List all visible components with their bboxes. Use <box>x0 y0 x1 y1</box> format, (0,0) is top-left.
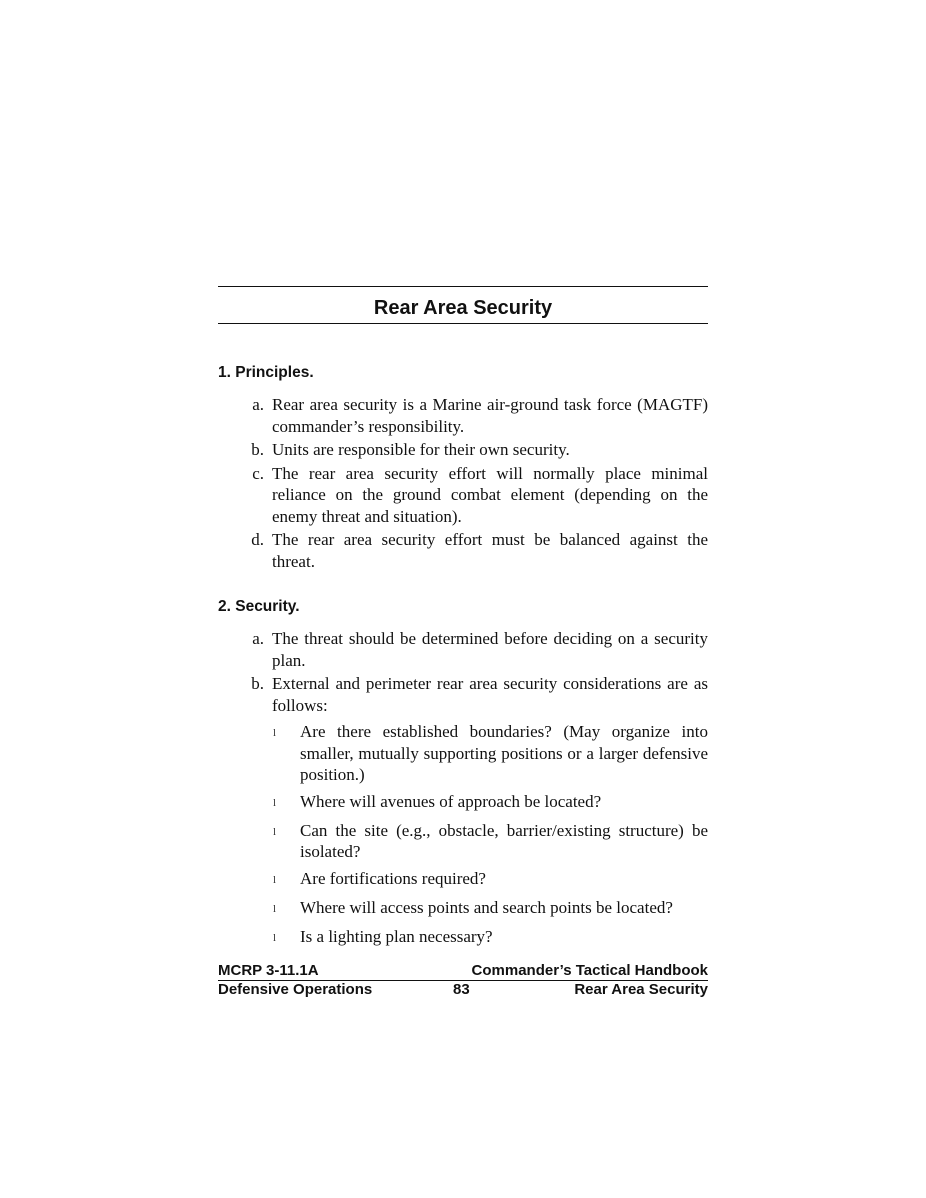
bullet-text: Is a lighting plan necessary? <box>300 926 493 946</box>
bullet-text: Are fortifications required? <box>300 868 486 888</box>
item-marker: b. <box>251 440 264 459</box>
considerations-bullet-list <box>218 721 708 950</box>
page-footer <box>218 962 708 999</box>
section-heading-security: 2. Security. <box>218 598 300 615</box>
bullet-icon: l <box>272 796 276 809</box>
topic-name: Rear Area Security <box>574 981 708 998</box>
bullet-item <box>218 897 708 921</box>
bullet-item <box>218 820 708 863</box>
item-marker: d. <box>251 530 264 549</box>
page-content <box>218 286 708 950</box>
item-text: The threat should be determined before deciding on a security plan. <box>272 629 708 670</box>
handbook-title: Commander’s Tactical Handbook <box>471 962 708 979</box>
item-text: The rear area security effort must be balanced against the threat. <box>272 530 708 571</box>
item-marker: a. <box>252 629 264 648</box>
page-number: 83 <box>453 981 470 998</box>
footer-top-row <box>218 962 708 981</box>
list-item <box>218 628 708 671</box>
bullet-item <box>218 868 708 892</box>
bullet-icon: l <box>272 873 276 886</box>
bullet-text: Can the site (e.g., obstacle, barrier/existing structure) be isolated? <box>300 820 708 861</box>
publication-number: MCRP 3-11.1A <box>218 962 319 979</box>
list-item <box>218 394 708 437</box>
bullet-icon: l <box>272 902 276 915</box>
bullet-text: Are there established boundaries? (May organize into smaller, mutually supporting positions or a larger defensive position.) <box>300 722 708 784</box>
title-bottom-rule <box>218 323 708 324</box>
item-text: External and perimeter rear area security considerations are as follows: <box>272 674 708 715</box>
item-marker: b. <box>251 674 264 693</box>
list-item <box>218 673 708 716</box>
list-item <box>218 529 708 572</box>
list-item <box>218 439 708 461</box>
item-marker: a. <box>252 395 264 414</box>
bullet-text: Where will access points and search points be located? <box>300 897 673 917</box>
bullet-item <box>218 791 708 815</box>
item-text: Units are responsible for their own security. <box>272 440 570 459</box>
bullet-item <box>218 926 708 950</box>
principles-list <box>218 394 708 572</box>
item-marker: c. <box>252 463 264 483</box>
bullet-icon: l <box>272 825 276 838</box>
security-list <box>218 628 708 716</box>
item-text: The rear area security effort will normally place minimal reliance on the ground combat element (depending on the enemy threat and situation). <box>272 463 708 526</box>
footer-bottom-row <box>218 981 708 999</box>
section-heading-principles: 1. Principles. <box>218 364 314 381</box>
page-title: Rear Area Security <box>373 297 553 319</box>
bullet-item <box>218 721 708 786</box>
chapter-name: Defensive Operations <box>218 981 373 998</box>
bullet-icon: l <box>272 931 276 944</box>
item-text: Rear area security is a Marine air-ground task force (MAGTF) commander’s responsibility. <box>272 395 708 436</box>
bullet-icon: l <box>272 727 276 739</box>
bullet-text: Where will avenues of approach be located? <box>300 791 602 811</box>
list-item <box>218 463 708 528</box>
